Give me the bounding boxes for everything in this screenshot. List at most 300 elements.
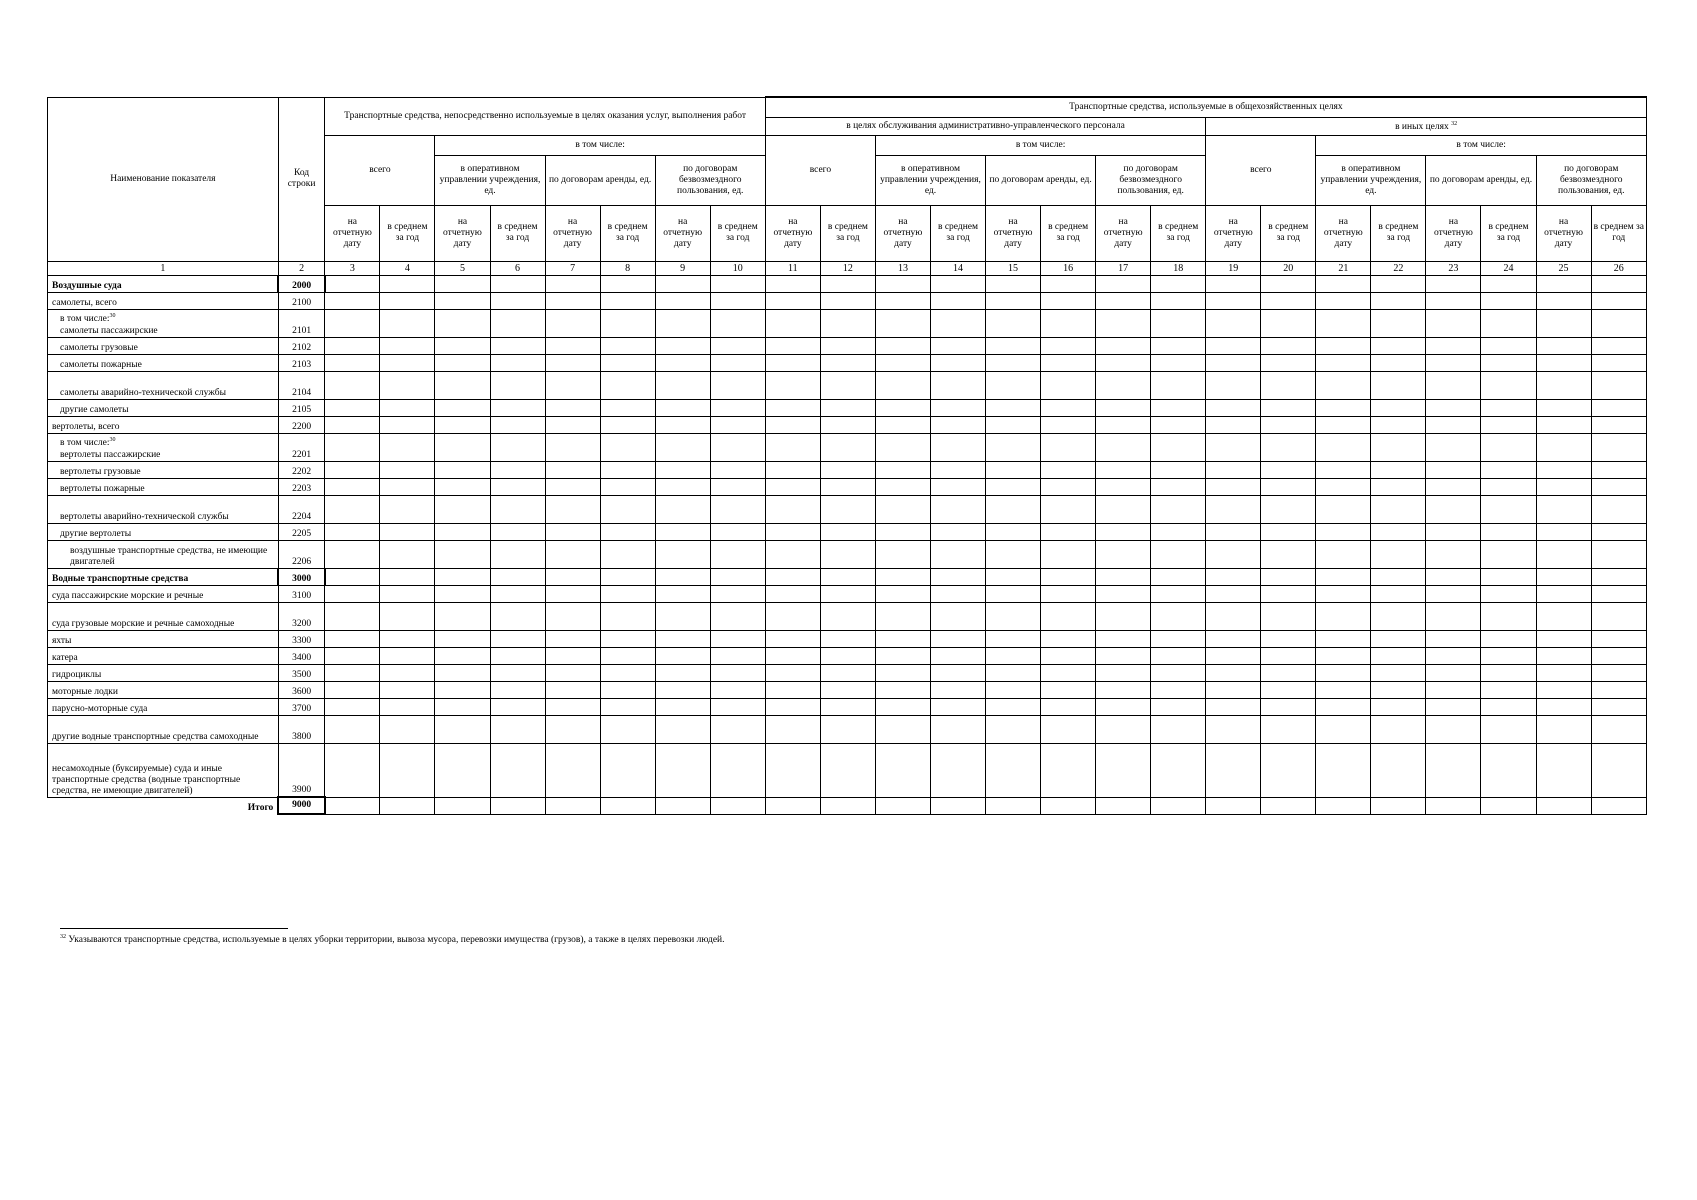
value-cell[interactable] (765, 399, 820, 416)
value-cell[interactable] (1151, 275, 1206, 292)
value-cell[interactable] (435, 478, 490, 495)
value-cell[interactable] (1426, 371, 1481, 399)
value-cell[interactable] (380, 540, 435, 568)
value-cell[interactable] (765, 743, 820, 797)
value-cell[interactable] (875, 698, 930, 715)
value-cell[interactable] (765, 664, 820, 681)
value-cell[interactable] (930, 585, 985, 602)
value-cell[interactable] (1261, 275, 1316, 292)
value-cell[interactable] (875, 568, 930, 585)
value-cell[interactable] (1041, 797, 1096, 814)
value-cell[interactable] (1371, 495, 1426, 523)
value-cell[interactable] (1371, 275, 1426, 292)
value-cell[interactable] (1426, 568, 1481, 585)
value-cell[interactable] (1206, 399, 1261, 416)
value-cell[interactable] (380, 647, 435, 664)
value-cell[interactable] (1316, 681, 1371, 698)
value-cell[interactable] (986, 523, 1041, 540)
value-cell[interactable] (710, 568, 765, 585)
value-cell[interactable] (380, 602, 435, 630)
value-cell[interactable] (1426, 647, 1481, 664)
value-cell[interactable] (1371, 399, 1426, 416)
value-cell[interactable] (875, 602, 930, 630)
value-cell[interactable] (765, 292, 820, 309)
value-cell[interactable] (1591, 664, 1646, 681)
value-cell[interactable] (1426, 743, 1481, 797)
value-cell[interactable] (435, 337, 490, 354)
value-cell[interactable] (325, 399, 380, 416)
value-cell[interactable] (1261, 797, 1316, 814)
value-cell[interactable] (1536, 568, 1591, 585)
value-cell[interactable] (1041, 275, 1096, 292)
value-cell[interactable] (1096, 292, 1151, 309)
value-cell[interactable] (490, 568, 545, 585)
value-cell[interactable] (545, 523, 600, 540)
value-cell[interactable] (820, 337, 875, 354)
value-cell[interactable] (930, 433, 985, 461)
value-cell[interactable] (986, 337, 1041, 354)
value-cell[interactable] (600, 337, 655, 354)
value-cell[interactable] (1041, 540, 1096, 568)
value-cell[interactable] (435, 681, 490, 698)
value-cell[interactable] (1536, 523, 1591, 540)
value-cell[interactable] (1591, 399, 1646, 416)
value-cell[interactable] (820, 681, 875, 698)
value-cell[interactable] (325, 585, 380, 602)
value-cell[interactable] (820, 602, 875, 630)
value-cell[interactable] (820, 309, 875, 337)
value-cell[interactable] (655, 568, 710, 585)
value-cell[interactable] (1371, 292, 1426, 309)
value-cell[interactable] (1206, 568, 1261, 585)
value-cell[interactable] (1151, 743, 1206, 797)
value-cell[interactable] (710, 523, 765, 540)
value-cell[interactable] (1041, 681, 1096, 698)
value-cell[interactable] (1481, 540, 1536, 568)
value-cell[interactable] (1591, 433, 1646, 461)
value-cell[interactable] (1426, 337, 1481, 354)
value-cell[interactable] (655, 698, 710, 715)
value-cell[interactable] (1041, 354, 1096, 371)
value-cell[interactable] (1591, 698, 1646, 715)
value-cell[interactable] (1371, 568, 1426, 585)
value-cell[interactable] (1206, 540, 1261, 568)
value-cell[interactable] (986, 647, 1041, 664)
value-cell[interactable] (1371, 602, 1426, 630)
value-cell[interactable] (1591, 602, 1646, 630)
value-cell[interactable] (765, 478, 820, 495)
value-cell[interactable] (986, 416, 1041, 433)
value-cell[interactable] (1261, 523, 1316, 540)
value-cell[interactable] (490, 602, 545, 630)
value-cell[interactable] (875, 797, 930, 814)
value-cell[interactable] (1316, 478, 1371, 495)
value-cell[interactable] (1591, 630, 1646, 647)
value-cell[interactable] (930, 681, 985, 698)
value-cell[interactable] (1261, 585, 1316, 602)
value-cell[interactable] (600, 399, 655, 416)
value-cell[interactable] (655, 371, 710, 399)
value-cell[interactable] (655, 478, 710, 495)
value-cell[interactable] (1041, 416, 1096, 433)
value-cell[interactable] (820, 416, 875, 433)
value-cell[interactable] (710, 275, 765, 292)
value-cell[interactable] (1316, 416, 1371, 433)
value-cell[interactable] (765, 371, 820, 399)
value-cell[interactable] (1426, 292, 1481, 309)
value-cell[interactable] (490, 540, 545, 568)
value-cell[interactable] (1206, 715, 1261, 743)
value-cell[interactable] (1261, 715, 1316, 743)
value-cell[interactable] (545, 797, 600, 814)
value-cell[interactable] (1261, 568, 1316, 585)
value-cell[interactable] (1261, 495, 1316, 523)
value-cell[interactable] (1481, 292, 1536, 309)
value-cell[interactable] (380, 495, 435, 523)
value-cell[interactable] (1041, 630, 1096, 647)
value-cell[interactable] (1536, 664, 1591, 681)
value-cell[interactable] (1536, 698, 1591, 715)
value-cell[interactable] (1536, 275, 1591, 292)
value-cell[interactable] (325, 647, 380, 664)
value-cell[interactable] (875, 337, 930, 354)
value-cell[interactable] (710, 292, 765, 309)
value-cell[interactable] (765, 275, 820, 292)
value-cell[interactable] (986, 371, 1041, 399)
value-cell[interactable] (1041, 647, 1096, 664)
value-cell[interactable] (765, 337, 820, 354)
value-cell[interactable] (1536, 478, 1591, 495)
value-cell[interactable] (1261, 602, 1316, 630)
value-cell[interactable] (435, 523, 490, 540)
value-cell[interactable] (1316, 568, 1371, 585)
value-cell[interactable] (380, 585, 435, 602)
value-cell[interactable] (435, 433, 490, 461)
value-cell[interactable] (490, 292, 545, 309)
value-cell[interactable] (655, 664, 710, 681)
value-cell[interactable] (1041, 495, 1096, 523)
value-cell[interactable] (655, 797, 710, 814)
value-cell[interactable] (710, 416, 765, 433)
value-cell[interactable] (930, 664, 985, 681)
value-cell[interactable] (325, 743, 380, 797)
value-cell[interactable] (1536, 540, 1591, 568)
value-cell[interactable] (545, 743, 600, 797)
value-cell[interactable] (1206, 664, 1261, 681)
value-cell[interactable] (1536, 461, 1591, 478)
value-cell[interactable] (600, 371, 655, 399)
value-cell[interactable] (380, 292, 435, 309)
value-cell[interactable] (325, 797, 380, 814)
value-cell[interactable] (1481, 416, 1536, 433)
value-cell[interactable] (820, 715, 875, 743)
value-cell[interactable] (435, 275, 490, 292)
value-cell[interactable] (1481, 371, 1536, 399)
value-cell[interactable] (765, 495, 820, 523)
value-cell[interactable] (1591, 478, 1646, 495)
value-cell[interactable] (710, 715, 765, 743)
value-cell[interactable] (1536, 337, 1591, 354)
value-cell[interactable] (1481, 743, 1536, 797)
value-cell[interactable] (1096, 399, 1151, 416)
value-cell[interactable] (325, 416, 380, 433)
value-cell[interactable] (325, 540, 380, 568)
value-cell[interactable] (1206, 647, 1261, 664)
value-cell[interactable] (820, 585, 875, 602)
value-cell[interactable] (710, 743, 765, 797)
value-cell[interactable] (1151, 371, 1206, 399)
value-cell[interactable] (380, 399, 435, 416)
value-cell[interactable] (1151, 337, 1206, 354)
value-cell[interactable] (600, 275, 655, 292)
value-cell[interactable] (1151, 461, 1206, 478)
value-cell[interactable] (986, 309, 1041, 337)
value-cell[interactable] (1041, 715, 1096, 743)
value-cell[interactable] (545, 568, 600, 585)
value-cell[interactable] (545, 275, 600, 292)
value-cell[interactable] (875, 292, 930, 309)
value-cell[interactable] (710, 371, 765, 399)
value-cell[interactable] (490, 495, 545, 523)
value-cell[interactable] (1041, 664, 1096, 681)
value-cell[interactable] (1316, 433, 1371, 461)
value-cell[interactable] (1151, 354, 1206, 371)
value-cell[interactable] (820, 275, 875, 292)
value-cell[interactable] (325, 275, 380, 292)
value-cell[interactable] (1426, 681, 1481, 698)
value-cell[interactable] (1316, 602, 1371, 630)
value-cell[interactable] (930, 275, 985, 292)
value-cell[interactable] (986, 602, 1041, 630)
value-cell[interactable] (930, 568, 985, 585)
value-cell[interactable] (930, 630, 985, 647)
value-cell[interactable] (1261, 354, 1316, 371)
value-cell[interactable] (325, 478, 380, 495)
value-cell[interactable] (655, 602, 710, 630)
value-cell[interactable] (1426, 416, 1481, 433)
value-cell[interactable] (986, 399, 1041, 416)
value-cell[interactable] (545, 433, 600, 461)
value-cell[interactable] (765, 681, 820, 698)
value-cell[interactable] (1371, 337, 1426, 354)
value-cell[interactable] (1426, 461, 1481, 478)
value-cell[interactable] (545, 416, 600, 433)
value-cell[interactable] (1481, 478, 1536, 495)
value-cell[interactable] (986, 433, 1041, 461)
value-cell[interactable] (710, 309, 765, 337)
value-cell[interactable] (1151, 399, 1206, 416)
value-cell[interactable] (1536, 371, 1591, 399)
value-cell[interactable] (820, 743, 875, 797)
value-cell[interactable] (1371, 523, 1426, 540)
value-cell[interactable] (1536, 416, 1591, 433)
value-cell[interactable] (1041, 743, 1096, 797)
value-cell[interactable] (325, 433, 380, 461)
value-cell[interactable] (1096, 354, 1151, 371)
value-cell[interactable] (1536, 433, 1591, 461)
value-cell[interactable] (380, 461, 435, 478)
value-cell[interactable] (1481, 585, 1536, 602)
value-cell[interactable] (435, 797, 490, 814)
value-cell[interactable] (1206, 371, 1261, 399)
value-cell[interactable] (380, 523, 435, 540)
value-cell[interactable] (1261, 540, 1316, 568)
value-cell[interactable] (545, 602, 600, 630)
value-cell[interactable] (1481, 698, 1536, 715)
value-cell[interactable] (820, 664, 875, 681)
value-cell[interactable] (875, 399, 930, 416)
value-cell[interactable] (1151, 797, 1206, 814)
value-cell[interactable] (1151, 540, 1206, 568)
value-cell[interactable] (600, 585, 655, 602)
value-cell[interactable] (1591, 371, 1646, 399)
value-cell[interactable] (1316, 664, 1371, 681)
value-cell[interactable] (435, 495, 490, 523)
value-cell[interactable] (1261, 433, 1316, 461)
value-cell[interactable] (1096, 540, 1151, 568)
value-cell[interactable] (1096, 478, 1151, 495)
value-cell[interactable] (380, 630, 435, 647)
value-cell[interactable] (820, 371, 875, 399)
value-cell[interactable] (600, 292, 655, 309)
value-cell[interactable] (435, 416, 490, 433)
value-cell[interactable] (1591, 292, 1646, 309)
value-cell[interactable] (875, 309, 930, 337)
value-cell[interactable] (1316, 540, 1371, 568)
value-cell[interactable] (1426, 602, 1481, 630)
value-cell[interactable] (875, 585, 930, 602)
value-cell[interactable] (986, 275, 1041, 292)
value-cell[interactable] (1426, 399, 1481, 416)
value-cell[interactable] (1481, 647, 1536, 664)
value-cell[interactable] (1041, 602, 1096, 630)
value-cell[interactable] (655, 309, 710, 337)
value-cell[interactable] (490, 337, 545, 354)
value-cell[interactable] (820, 354, 875, 371)
value-cell[interactable] (1426, 797, 1481, 814)
value-cell[interactable] (545, 461, 600, 478)
value-cell[interactable] (1096, 337, 1151, 354)
value-cell[interactable] (600, 309, 655, 337)
value-cell[interactable] (1041, 698, 1096, 715)
value-cell[interactable] (1206, 433, 1261, 461)
value-cell[interactable] (655, 495, 710, 523)
value-cell[interactable] (490, 585, 545, 602)
value-cell[interactable] (1096, 309, 1151, 337)
value-cell[interactable] (765, 540, 820, 568)
value-cell[interactable] (435, 602, 490, 630)
value-cell[interactable] (600, 523, 655, 540)
value-cell[interactable] (986, 495, 1041, 523)
value-cell[interactable] (1591, 523, 1646, 540)
value-cell[interactable] (1151, 602, 1206, 630)
value-cell[interactable] (1426, 354, 1481, 371)
value-cell[interactable] (1316, 698, 1371, 715)
value-cell[interactable] (875, 416, 930, 433)
value-cell[interactable] (1426, 478, 1481, 495)
value-cell[interactable] (435, 664, 490, 681)
value-cell[interactable] (765, 602, 820, 630)
value-cell[interactable] (1261, 416, 1316, 433)
value-cell[interactable] (325, 664, 380, 681)
value-cell[interactable] (820, 698, 875, 715)
value-cell[interactable] (1371, 797, 1426, 814)
value-cell[interactable] (1151, 309, 1206, 337)
value-cell[interactable] (380, 275, 435, 292)
value-cell[interactable] (1481, 715, 1536, 743)
value-cell[interactable] (1316, 585, 1371, 602)
value-cell[interactable] (325, 715, 380, 743)
value-cell[interactable] (1151, 585, 1206, 602)
value-cell[interactable] (1591, 797, 1646, 814)
value-cell[interactable] (1316, 495, 1371, 523)
value-cell[interactable] (490, 309, 545, 337)
value-cell[interactable] (1426, 433, 1481, 461)
value-cell[interactable] (875, 647, 930, 664)
value-cell[interactable] (1536, 495, 1591, 523)
value-cell[interactable] (490, 664, 545, 681)
value-cell[interactable] (1591, 540, 1646, 568)
value-cell[interactable] (435, 630, 490, 647)
value-cell[interactable] (1426, 495, 1481, 523)
value-cell[interactable] (875, 630, 930, 647)
value-cell[interactable] (820, 495, 875, 523)
value-cell[interactable] (490, 275, 545, 292)
value-cell[interactable] (1206, 495, 1261, 523)
value-cell[interactable] (1371, 433, 1426, 461)
value-cell[interactable] (1096, 568, 1151, 585)
value-cell[interactable] (820, 797, 875, 814)
value-cell[interactable] (1536, 647, 1591, 664)
value-cell[interactable] (875, 371, 930, 399)
value-cell[interactable] (930, 540, 985, 568)
value-cell[interactable] (710, 647, 765, 664)
value-cell[interactable] (1481, 630, 1536, 647)
value-cell[interactable] (600, 568, 655, 585)
value-cell[interactable] (765, 630, 820, 647)
value-cell[interactable] (325, 461, 380, 478)
value-cell[interactable] (490, 461, 545, 478)
value-cell[interactable] (820, 647, 875, 664)
value-cell[interactable] (600, 664, 655, 681)
value-cell[interactable] (1316, 630, 1371, 647)
value-cell[interactable] (765, 523, 820, 540)
value-cell[interactable] (435, 354, 490, 371)
value-cell[interactable] (1481, 602, 1536, 630)
value-cell[interactable] (380, 478, 435, 495)
value-cell[interactable] (490, 743, 545, 797)
value-cell[interactable] (1096, 698, 1151, 715)
value-cell[interactable] (1151, 681, 1206, 698)
value-cell[interactable] (1206, 585, 1261, 602)
value-cell[interactable] (820, 523, 875, 540)
value-cell[interactable] (655, 681, 710, 698)
value-cell[interactable] (1151, 495, 1206, 523)
value-cell[interactable] (1426, 698, 1481, 715)
value-cell[interactable] (545, 309, 600, 337)
value-cell[interactable] (600, 354, 655, 371)
value-cell[interactable] (1316, 647, 1371, 664)
value-cell[interactable] (1591, 309, 1646, 337)
value-cell[interactable] (380, 715, 435, 743)
value-cell[interactable] (435, 461, 490, 478)
value-cell[interactable] (930, 292, 985, 309)
value-cell[interactable] (986, 540, 1041, 568)
value-cell[interactable] (325, 568, 380, 585)
value-cell[interactable] (1371, 371, 1426, 399)
value-cell[interactable] (875, 681, 930, 698)
value-cell[interactable] (655, 743, 710, 797)
